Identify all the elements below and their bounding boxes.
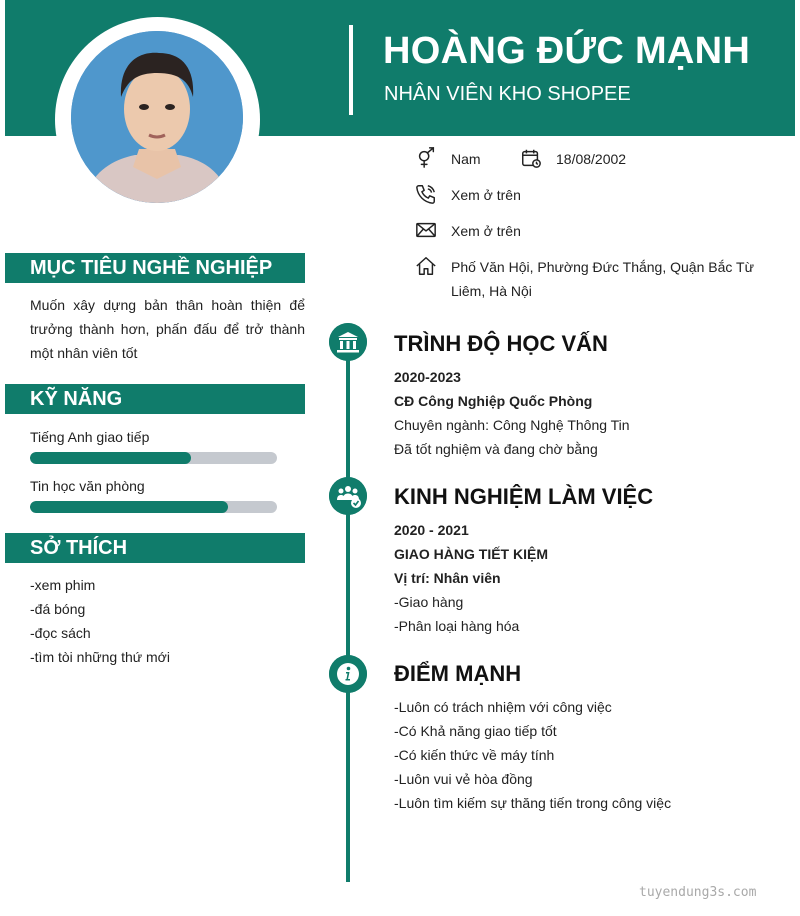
skills-heading: KỸ NĂNG	[5, 384, 305, 414]
strengths-heading: ĐIỂM MẠNH	[394, 661, 522, 686]
email-icon	[415, 219, 437, 241]
strength-item: -Luôn vui vẻ hòa đồng	[394, 771, 533, 787]
gender-value: Nam	[451, 151, 481, 167]
education-period: 2020-2023	[394, 369, 461, 385]
education-major: Chuyên ngành: Công Nghệ Thông Tin	[394, 417, 630, 433]
experience-period: 2020 - 2021	[394, 522, 469, 538]
experience-position: Vị trí: Nhân viên	[394, 570, 501, 586]
gender-icon	[415, 147, 437, 169]
hobby-item: -tìm tòi những thứ mới	[30, 649, 170, 665]
skill-bar	[30, 452, 277, 464]
objective-text: Muốn xây dựng bản thân hoàn thiện để trưởng thành hơn, phấn đấu để trở thành một nhân viên tốt	[30, 297, 305, 361]
skill-bar-fill	[30, 501, 228, 513]
phone-value: Xem ở trên	[451, 187, 521, 203]
avatar	[71, 31, 243, 203]
school-icon	[329, 323, 367, 361]
birthday-value: 18/08/2002	[556, 151, 627, 167]
skill-name: Tiếng Anh giao tiếp	[30, 429, 150, 445]
team-icon	[329, 477, 367, 515]
email-value: Xem ở trên	[451, 223, 521, 239]
education-status: Đã tốt nghiệm và đang chờ bằng	[394, 441, 598, 457]
phone-icon	[415, 183, 437, 205]
education-school: CĐ Công Nghiệp Quốc Phòng	[394, 393, 593, 409]
hobby-item: -đọc sách	[30, 625, 91, 641]
watermark: tuyendung3s.com	[639, 885, 757, 900]
hobby-item: -đá bóng	[30, 601, 86, 617]
objective-heading: MỤC TIÊU NGHỀ NGHIỆP	[5, 253, 305, 283]
strength-item: -Có Khả năng giao tiếp tốt	[394, 723, 557, 739]
skill-bar-fill	[30, 452, 191, 464]
hobby-item: -xem phim	[30, 577, 96, 593]
home-icon	[415, 255, 437, 277]
job-title: NHÂN VIÊN KHO SHOPEE	[384, 83, 631, 105]
experience-duty: -Giao hàng	[394, 594, 464, 610]
strength-item: -Luôn tìm kiếm sự thăng tiến trong công việc	[394, 795, 672, 811]
experience-duty: -Phân loại hàng hóa	[394, 618, 520, 634]
skill-bar	[30, 501, 277, 513]
timeline-line	[346, 330, 350, 882]
candidate-name: HOÀNG ĐỨC MẠNH	[383, 30, 751, 72]
strength-item: -Luôn có trách nhiệm với công việc	[394, 699, 612, 715]
strength-item: -Có kiến thức về máy tính	[394, 747, 555, 763]
info-icon	[329, 655, 367, 693]
calendar-icon	[520, 147, 542, 169]
education-heading: TRÌNH ĐỘ HỌC VẤN	[394, 331, 608, 356]
experience-company: GIAO HÀNG TIẾT KIỆM	[394, 546, 548, 562]
experience-heading: KINH NGHIỆM LÀM VIỆC	[394, 484, 654, 509]
title-divider	[349, 25, 353, 115]
hobbies-heading: SỞ THÍCH	[5, 533, 305, 563]
skill-name: Tin học văn phòng	[30, 478, 145, 494]
address-value: Phố Văn Hội, Phường Đức Thắng, Quận Bắc Từ Liêm, Hà Nội	[451, 259, 754, 299]
